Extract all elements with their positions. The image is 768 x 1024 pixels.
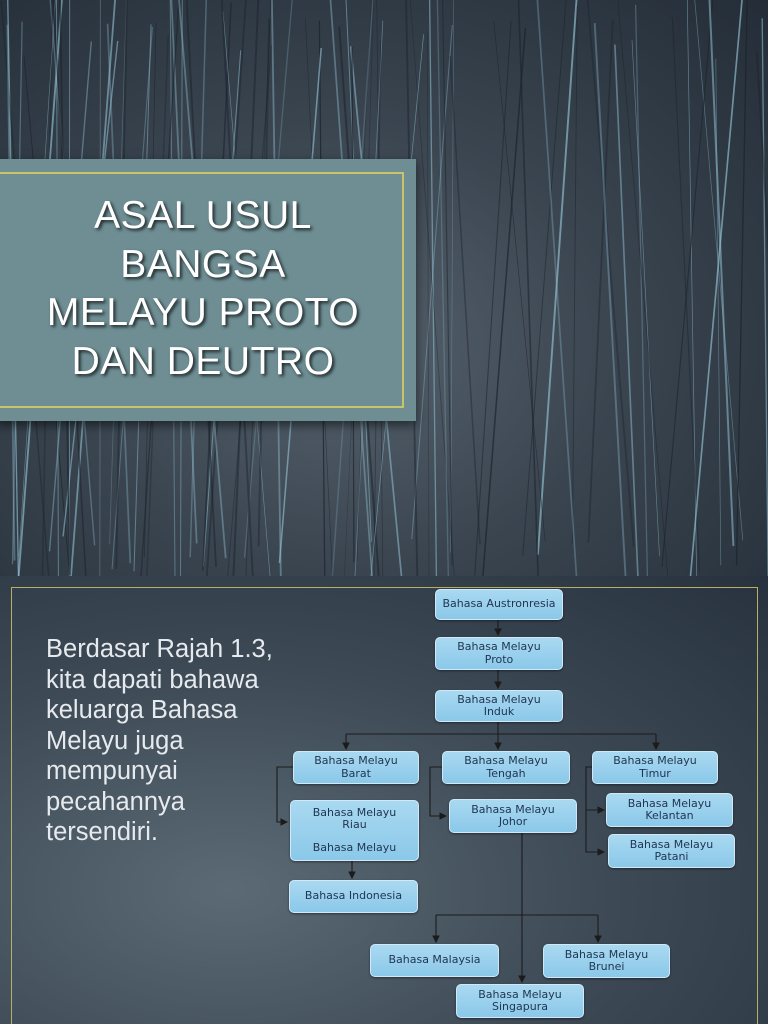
language-family-diagram — [0, 576, 768, 1024]
node-melayu-induk: Bahasa Melayu Induk — [435, 690, 563, 722]
background-streak — [450, 56, 480, 544]
slide-title: ASAL USUL BANGSA MELAYU PROTO DAN DEUTRO — [46, 194, 360, 383]
background-streak — [757, 52, 768, 576]
background-streak — [615, 45, 639, 576]
node-bahasa-austronesia: Bahasa Austronresia — [435, 589, 563, 620]
content-slide — [0, 576, 768, 1024]
node-melayu-patani: Bahasa Melayu Patani — [608, 834, 735, 868]
node-melayu-brunei: Bahasa Melayu Brunei — [543, 944, 670, 978]
node-melayu-johor: Bahasa Melayu Johor — [449, 799, 577, 833]
background-streak — [636, 5, 649, 576]
background-streak — [427, 32, 429, 576]
node-melayu-kelantan: Bahasa Melayu Kelantan — [606, 793, 733, 827]
background-streak — [709, 0, 733, 546]
node-melayu-timur: Bahasa Melayu Timur — [592, 751, 718, 784]
background-streak — [689, 0, 744, 576]
node-melayu-barat: Bahasa Melayu Barat — [293, 751, 419, 784]
background-streak — [716, 59, 721, 565]
background-streak — [523, 0, 567, 555]
node-bahasa-indonesia: Bahasa Indonesia — [289, 880, 418, 913]
node-melayu-riau: Bahasa Melayu Riau Bahasa Melayu — [290, 800, 419, 861]
body-text: Berdasar Rajah 1.3, kita dapati bahawa keluarga Bahasa Melayu juga mempunyai pecahannya tersendiri. — [46, 635, 273, 846]
background-streak — [762, 18, 768, 576]
node-melayu-singapura: Bahasa Melayu Singapura — [456, 984, 584, 1018]
node-melayu-proto: Bahasa Melayu Proto — [435, 637, 563, 670]
title-panel — [0, 159, 416, 421]
background-streak — [737, 0, 748, 565]
background-streak — [481, 28, 526, 576]
background-streak — [437, 0, 449, 576]
node-melayu-tengah: Bahasa Melayu Tengah — [442, 751, 570, 784]
background-streak — [473, 21, 511, 576]
background-streak — [429, 0, 436, 576]
background-streak — [572, 6, 577, 544]
node-bahasa-malaysia: Bahasa Malaysia — [370, 944, 499, 977]
